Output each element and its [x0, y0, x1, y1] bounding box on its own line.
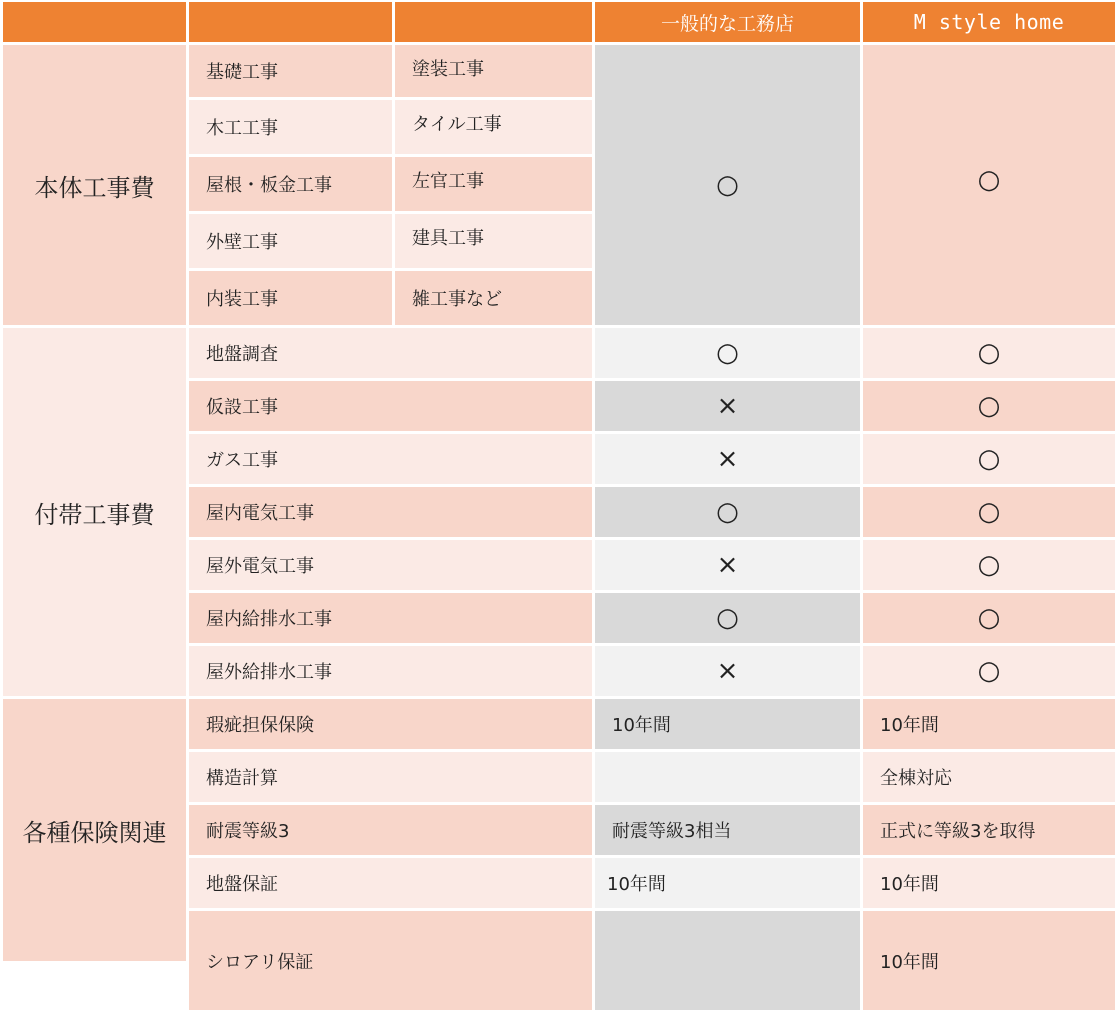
incidental-brand-mark: ○ [863, 381, 1115, 431]
incidental-item: 屋内給排水工事 [189, 593, 592, 643]
section-main-construction: 本体工事費 [3, 45, 186, 325]
incidental-brand-mark: ○ [863, 328, 1115, 378]
insurance-general-value [595, 911, 860, 1010]
main-item-left: 内装工事 [189, 271, 392, 325]
incidental-general-mark: × [595, 434, 860, 484]
main-item-right: 塗装工事 [395, 45, 592, 97]
header-general-contractor: 一般的な工務店 [595, 2, 860, 42]
insurance-brand-value: 10年間 [863, 858, 1115, 908]
header-blank-2 [189, 2, 392, 42]
header-blank-1 [3, 2, 186, 42]
incidental-item: 屋外電気工事 [189, 540, 592, 590]
insurance-general-value: 10年間 [595, 699, 860, 749]
insurance-item: 構造計算 [189, 752, 592, 802]
incidental-item: 地盤調査 [189, 328, 592, 378]
incidental-item: ガス工事 [189, 434, 592, 484]
main-item-left: 木工工事 [189, 100, 392, 154]
incidental-general-mark: × [595, 646, 860, 696]
insurance-brand-value: 正式に等級3を取得 [863, 805, 1115, 855]
incidental-general-mark: × [595, 381, 860, 431]
insurance-general-value: 耐震等級3相当 [595, 805, 860, 855]
incidental-item: 屋内電気工事 [189, 487, 592, 537]
insurance-general-value: 10年間 [595, 858, 860, 908]
section-incidental-construction: 付帯工事費 [3, 328, 186, 696]
main-brand-mark: ○ [863, 45, 1115, 325]
incidental-brand-mark: ○ [863, 646, 1115, 696]
incidental-brand-mark: ○ [863, 540, 1115, 590]
insurance-item: 瑕疵担保保険 [189, 699, 592, 749]
incidental-general-mark: ○ [595, 593, 860, 643]
main-item-right: 雑工事など [395, 271, 592, 325]
insurance-general-value [595, 752, 860, 802]
header-blank-3 [395, 2, 592, 42]
incidental-general-mark: ○ [595, 328, 860, 378]
insurance-brand-value: 10年間 [863, 911, 1115, 1010]
incidental-item: 屋外給排水工事 [189, 646, 592, 696]
header-brand: M style home [863, 2, 1115, 42]
incidental-general-mark: ○ [595, 487, 860, 537]
insurance-item: 耐震等級3 [189, 805, 592, 855]
incidental-item: 仮設工事 [189, 381, 592, 431]
main-item-right: 左官工事 [395, 157, 592, 211]
main-item-left: 外壁工事 [189, 214, 392, 268]
main-general-mark: ○ [595, 45, 860, 325]
insurance-item: 地盤保証 [189, 858, 592, 908]
main-item-left: 基礎工事 [189, 45, 392, 97]
section-insurance: 各種保険関連 [3, 699, 186, 961]
main-item-left: 屋根・板金工事 [189, 157, 392, 211]
incidental-general-mark: × [595, 540, 860, 590]
insurance-brand-value: 全棟対応 [863, 752, 1115, 802]
insurance-item: シロアリ保証 [189, 911, 592, 1010]
incidental-brand-mark: ○ [863, 487, 1115, 537]
main-item-right: タイル工事 [395, 100, 592, 154]
main-item-right: 建具工事 [395, 214, 592, 268]
incidental-brand-mark: ○ [863, 593, 1115, 643]
insurance-brand-value: 10年間 [863, 699, 1115, 749]
incidental-brand-mark: ○ [863, 434, 1115, 484]
